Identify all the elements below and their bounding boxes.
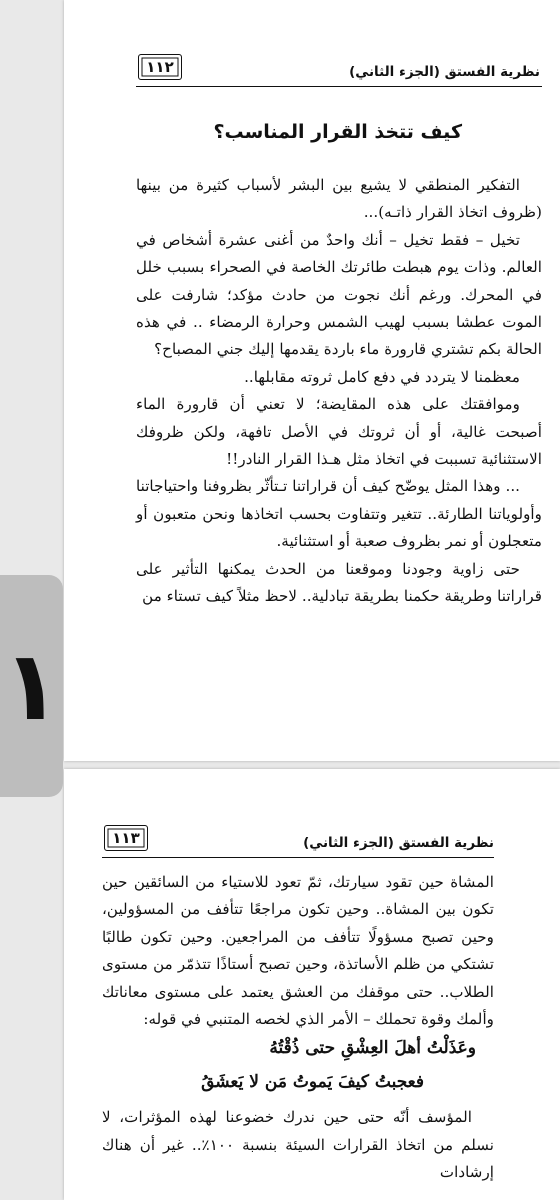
paragraph: ... وهذا المثل يوضّح كيف أن قراراتنا تـتأثّر بظروفنا واحتياجاتنا وأولوياتنا الطارئة.. تتغير وتتفاوت بحسب اتخاذها ونحن متعبون أو متعجلون أو نمر بظروف صعبة أو استثنائية.: [136, 477, 542, 551]
book-title: نظرية الفستق (الجزء الثاني): [303, 835, 494, 851]
page-header: [102, 823, 494, 858]
paragraph: حتى زاوية وجودنا وموقعنا من الحدث يمكنها التأثير على قراراتنا وطريقة حكمنا بطريقة تبادلية.. لاحظ مثلاً كيف تستاء من: [136, 559, 542, 606]
page-header: [136, 52, 542, 87]
paragraph: وموافقتك على هذه المقايضة؛ لا تعني أن قارورة الماء أصبحت غالية، أو أن ثروتك في الأصل تافهة، ولكن ظروفك الاستثنائية تسببت في اتخاذ مثل هـذا القرار النادر!!: [136, 395, 542, 469]
chapter-tab: [0, 575, 63, 797]
paragraph: المشاة حين تقود سيارتك، ثمّ تعود للاستياء من السائقين حين تكون بين المشاة.. وحين تكون مراجعًا تتأفف من المسؤولين، وحين تصبح مسؤولًا تتأفف من المراجعين. وحين تكون طالبًا تشتكي من ظلم الأساتذة، وحين تصبح أستاذًا تتذمّر من مستوى الطلاب.. حتى موقفك من العشق يعتمد على مستوى معاناتك وألمك وقوة تحملك – الأمر الذي لخصه المتنبي في قوله:: [102, 873, 494, 1029]
book-title: نظرية الفستق (الجزء الثاني): [349, 64, 540, 80]
chapter-number: ١: [2, 630, 61, 742]
page-number: ١١٢: [138, 54, 182, 80]
paragraph: المؤسف أنّه حتى حين ندرك خضوعنا لهذه المؤثرات، لا نسلم من اتخاذ القرارات السيئة بنسبة ١٠٠٪.. غير أن هناك إرشادات: [102, 1108, 494, 1182]
page-112: [64, 0, 560, 761]
poem-verse: فعجبتُ كيفَ يَموتُ مَن لا يَعشَقُ: [201, 1071, 424, 1092]
paragraph: تخيل – فقط تخيل – أنك واحدٌ من أغنى عشرة أشخاص في العالم. وذات يوم هبطت طائرتك الخاصة في الصحراء بسبب خلل في المحرك. ورغم أنك نجوت من حادث مؤكد؛ شارفت على الموت عطشا بسبب لهيب الشمس وحرارة الرمضاء .. في هذه الحالة بكم تشتري قارورة ماء باردة يقدمها إليك جني المصباح؟: [136, 230, 542, 359]
body-text: [136, 172, 542, 611]
page-113: [64, 769, 560, 1200]
body-text: [102, 869, 494, 1186]
paragraph: التفكير المنطقي لا يشيع بين البشر لأسباب كثيرة من بينها (ظروف اتخاذ القرار ذاتـه)...: [136, 176, 542, 222]
section-heading: كيف تتخذ القرار المناسب؟: [213, 121, 462, 143]
paragraph: معظمنا لا يتردد في دفع كامل ثروته مقابلها..: [244, 367, 520, 386]
page-number: ١١٣: [104, 825, 148, 851]
poem-verse: وعَذَلْتُ أهلَ العِشْقِ حتى ذُقْتُهُ: [269, 1038, 476, 1059]
